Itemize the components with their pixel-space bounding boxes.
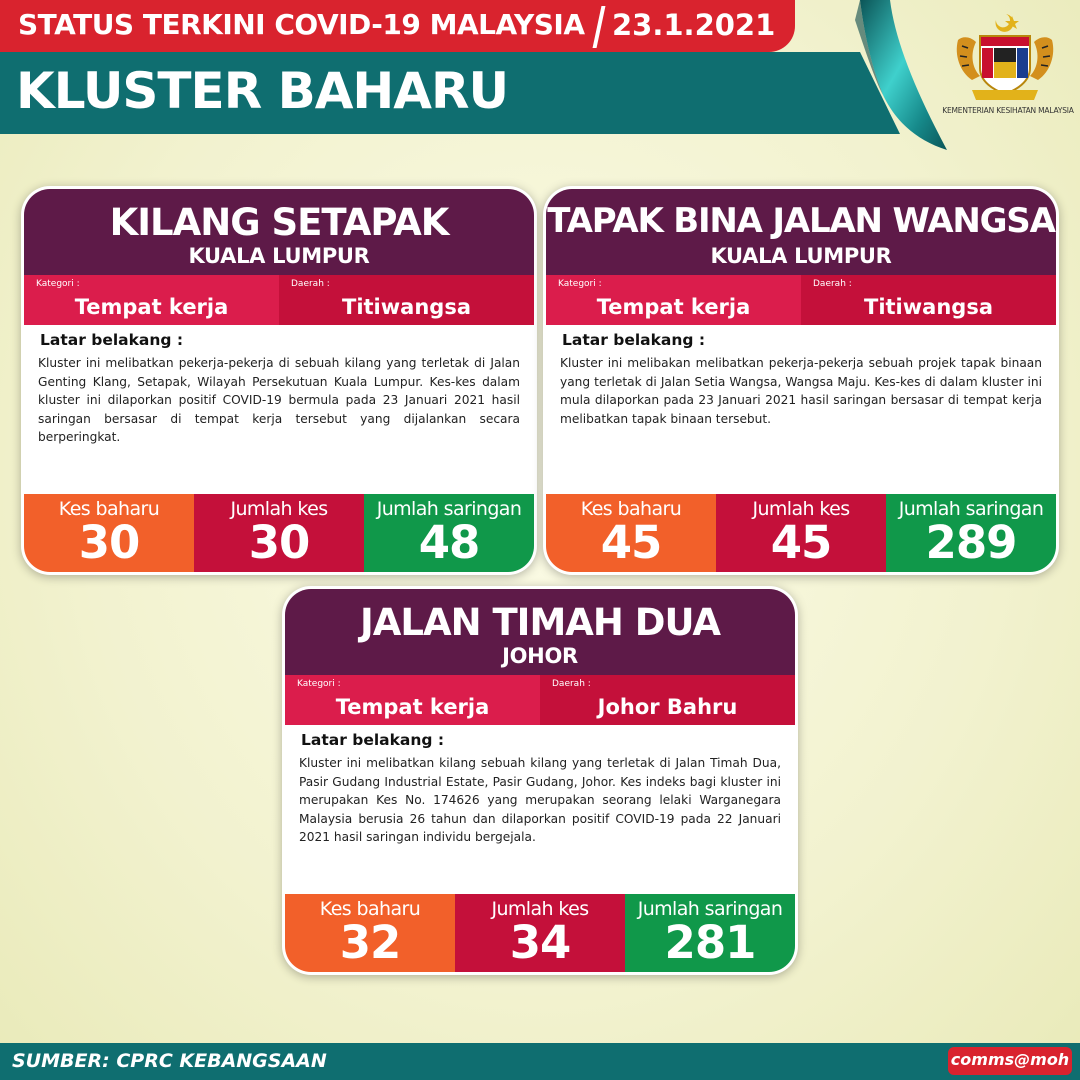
daerah-label: Daerah : [813, 279, 852, 289]
footer-tag-badge [948, 1047, 1072, 1075]
stat-jumlah-saringan [364, 494, 534, 572]
daerah-label: Daerah : [291, 279, 330, 289]
stat-label: Kes baharu [580, 498, 682, 520]
stat-jumlah-saringan [886, 494, 1056, 572]
ministry-name: KEMENTERIAN KESIHATAN MALAYSIA [942, 106, 1074, 115]
daerah-box [279, 275, 534, 325]
cluster-card [24, 189, 534, 572]
cluster-state: KUALA LUMPUR [188, 244, 370, 268]
kategori-value: Tempat kerja [74, 295, 229, 319]
cluster-name: JALAN TIMAH DUA [359, 601, 721, 644]
stat-jumlah-kes [716, 494, 886, 572]
background-text: Kluster ini melibatkan kilang sebuah kilang yang terletak di Jalan Timah Dua, Pasir Gudang Industrial Estate, Pasir Gudang, Johor. Kes indeks bagi kluster ini merupakan Kes No. 174626 yang merupakan seorang lelaki Warganegara Malaysia berusia 26 tahun dan dilaporkan positif COVID-19 pada 22 Januari 2021 hasil saringan individu bergejala. [299, 756, 781, 844]
page-title: KLUSTER BAHARU [16, 62, 509, 120]
cluster-meta [285, 675, 795, 725]
background-text: Kluster ini melibakan melibatkan pekerja-pekerja sebuah projek tapak binaan yang terletak di Jalan Setia Wangsa, Wangsa Maju. Kes-kes di dalam kluster ini mula dilaporkan pada 23 Januari 2021 hasil saringan bersasar di tempat kerja melibatkan tapak binaan tersebut. [560, 356, 1042, 426]
kategori-box [24, 275, 279, 325]
page-curl-icon [835, 0, 955, 160]
background-heading: Latar belakang : [562, 331, 706, 349]
stat-value: 281 [664, 916, 756, 969]
daerah-box [540, 675, 795, 725]
stat-value: 45 [770, 516, 832, 569]
header-title: STATUS TERKINI COVID-19 MALAYSIA [18, 8, 585, 41]
daerah-value: Johor Bahru [597, 695, 738, 719]
header-separator [593, 6, 606, 48]
daerah-value: Titiwangsa [342, 295, 471, 319]
stat-jumlah-kes [455, 894, 625, 972]
daerah-label: Daerah : [552, 679, 591, 689]
cluster-header [285, 589, 795, 675]
background-text: Kluster ini melibatkan pekerja-pekerja di sebuah kilang yang terletak di Jalan Genting Klang, Setapak, Wilayah Persekutuan Kuala Lumpur. Kes-kes dalam kluster ini dilaporkan positif COVID-19 bermula pada 23 Januari 2021 hasil saringan bersasar di tempat kerja tersebut yang dijalankan secara berperingkat. [38, 356, 520, 444]
footer-tag-label: comms@moh [950, 1050, 1070, 1069]
header-date: 23.1.2021 [612, 8, 776, 42]
stat-value: 34 [509, 916, 571, 969]
stat-kes-baharu [24, 494, 194, 572]
cluster-header [24, 189, 534, 275]
daerah-box [801, 275, 1056, 325]
stat-value: 32 [339, 916, 401, 969]
kategori-box [546, 275, 801, 325]
stat-value: 45 [600, 516, 662, 569]
background-heading: Latar belakang : [40, 331, 184, 349]
cluster-stats [285, 894, 795, 972]
kategori-box [285, 675, 540, 725]
stat-label: Kes baharu [319, 898, 421, 920]
cluster-card [546, 189, 1056, 572]
kategori-label: Kategori : [558, 279, 602, 289]
footer-source: SUMBER: CPRC KEBANGSAAN [12, 1050, 327, 1072]
daerah-value: Titiwangsa [864, 295, 993, 319]
stat-jumlah-saringan [625, 894, 795, 972]
stat-label: Jumlah saringan [376, 498, 522, 520]
stat-label: Jumlah saringan [898, 498, 1044, 520]
cluster-meta [24, 275, 534, 325]
cluster-state: KUALA LUMPUR [710, 244, 892, 268]
cluster-meta [546, 275, 1056, 325]
background-heading: Latar belakang : [301, 731, 445, 749]
footer-bar [0, 1043, 1080, 1080]
cluster-name: KILANG SETAPAK [109, 201, 449, 244]
header-bar [0, 0, 795, 52]
stat-value: 48 [418, 516, 480, 569]
ministry-crest-logo [950, 10, 1060, 102]
kategori-value: Tempat kerja [596, 295, 751, 319]
cluster-stats [546, 494, 1056, 572]
cluster-header [546, 189, 1056, 275]
cluster-background [299, 731, 781, 847]
cluster-state: JOHOR [502, 644, 578, 668]
stat-label: Jumlah saringan [637, 898, 783, 920]
stat-kes-baharu [285, 894, 455, 972]
stat-value: 30 [248, 516, 310, 569]
stat-kes-baharu [546, 494, 716, 572]
stat-label: Jumlah kes [491, 898, 589, 920]
cluster-background [38, 331, 520, 447]
kategori-value: Tempat kerja [335, 695, 490, 719]
stat-label: Kes baharu [58, 498, 160, 520]
kategori-label: Kategori : [36, 279, 80, 289]
kategori-label: Kategori : [297, 679, 341, 689]
cluster-background [560, 331, 1042, 428]
stat-label: Jumlah kes [230, 498, 328, 520]
stat-label: Jumlah kes [752, 498, 850, 520]
cluster-stats [24, 494, 534, 572]
stat-value: 289 [925, 516, 1017, 569]
cluster-name: TAPAK BINA JALAN WANGSA [547, 201, 1055, 241]
stat-jumlah-kes [194, 494, 364, 572]
cluster-card [285, 589, 795, 972]
stat-value: 30 [78, 516, 140, 569]
